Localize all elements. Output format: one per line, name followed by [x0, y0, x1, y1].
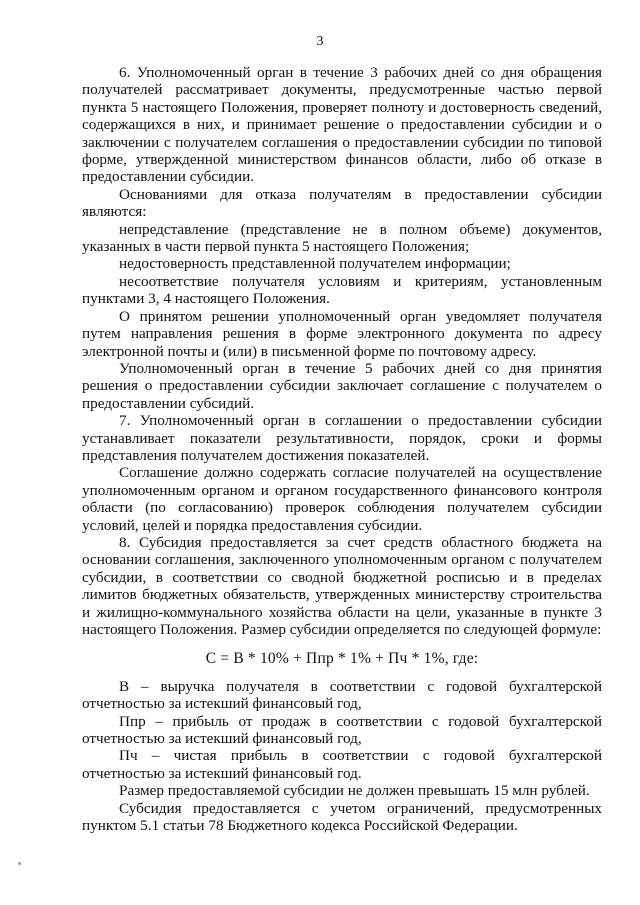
- paragraph-ground-3: несоответствие получателя условиям и критериям, установленным пунктами 3, 4 настоящего Положения.: [82, 272, 602, 308]
- paragraph-item-6: 6. Уполномоченный орган в течение 3 рабочих дней со дня обращения получателей рассматривает документы, предусмотренные частью первой пункта 5 настоящего Положения, проверяет полноту и достоверность сведений, содержащихся в них, и принимает решение о предоставлении субсидии и о заключении с получателем соглашения о предоставлении субсидии по типовой форме, утвержденной министерством финансов области, либо об отказе в предоставлении субсидии.: [82, 64, 602, 186]
- page-number: 3: [316, 34, 324, 49]
- paragraph-item-8: 8. Субсидия предоставляется за счет средств областного бюджета на основании соглашения, заключенного уполномоченным органом с получателем субсидии, в соответствии со сводной бюджетной росписью и в пределах лимитов бюджетных обязательств, утвержденных министерству строительства и жилищно-коммунального хозяйства области на цели, указанные в пункте 3 настоящего Положения. Размер субсидии определяется по следующей формуле:: [82, 533, 602, 638]
- paragraph-item-7: 7. Уполномоченный орган в соглашении о предоставлении субсидии устанавливает показатели результативности, порядок, сроки и формы представления получателем достижения показателей.: [82, 412, 602, 464]
- paragraph-budget-code: Субсидия предоставляется с учетом ограничений, предусмотренных пунктом 5.1 статьи 78 Бюджетного кодекса Российской Федерации.: [82, 799, 602, 835]
- paragraph-notification: О принятом решении уполномоченный орган уведомляет получателя путем направления решения в форме электронного документа по адресу электронной почты и (или) в письменной форме по почтовому адресу.: [82, 307, 602, 360]
- subsidy-formula: С = В * 10% + Ппр * 1% + Пч * 1%, где:: [205, 650, 479, 668]
- paragraph-ground-2: недостоверность представленной получателем информации;: [119, 255, 511, 273]
- definition-revenue: В – выручка получателя в соответствии с годовой бухгалтерской отчетностью за истекший финансовый год,: [82, 677, 602, 713]
- document-body: [82, 64, 602, 834]
- paragraph-consent: Соглашение должно содержать согласие получателей на осуществление уполномоченным органом и органом государственного финансового контроля области (по согласованию) проверок соблюдения получателем субсидии условий, целей и порядка предоставления субсидии.: [82, 464, 602, 534]
- scan-speck: [18, 862, 21, 865]
- paragraph-refusal-grounds: Основаниями для отказа получателям в предоставлении субсидии являются:: [82, 185, 602, 221]
- paragraph-subsidy-limit: Размер предоставляемой субсидии не должен превышать 15 млн рублей.: [119, 782, 590, 800]
- definition-net-profit: Пч – чистая прибыль в соответствии с годовой бухгалтерской отчетностью за истекший финансовый год.: [82, 747, 602, 782]
- definition-sales-profit: Ппр – прибыль от продаж в соответствии с годовой бухгалтерской отчетностью за истекший финансовый год,: [82, 712, 602, 748]
- paragraph-ground-1: непредставление (представление не в полном объеме) документов, указанных в части первой пункта 5 настоящего Положения;: [82, 220, 602, 256]
- paragraph-agreement: Уполномоченный орган в течение 5 рабочих дней со дня принятия решения о предоставлении субсидии заключает соглашение с получателем о предоставлении субсидий.: [82, 359, 602, 412]
